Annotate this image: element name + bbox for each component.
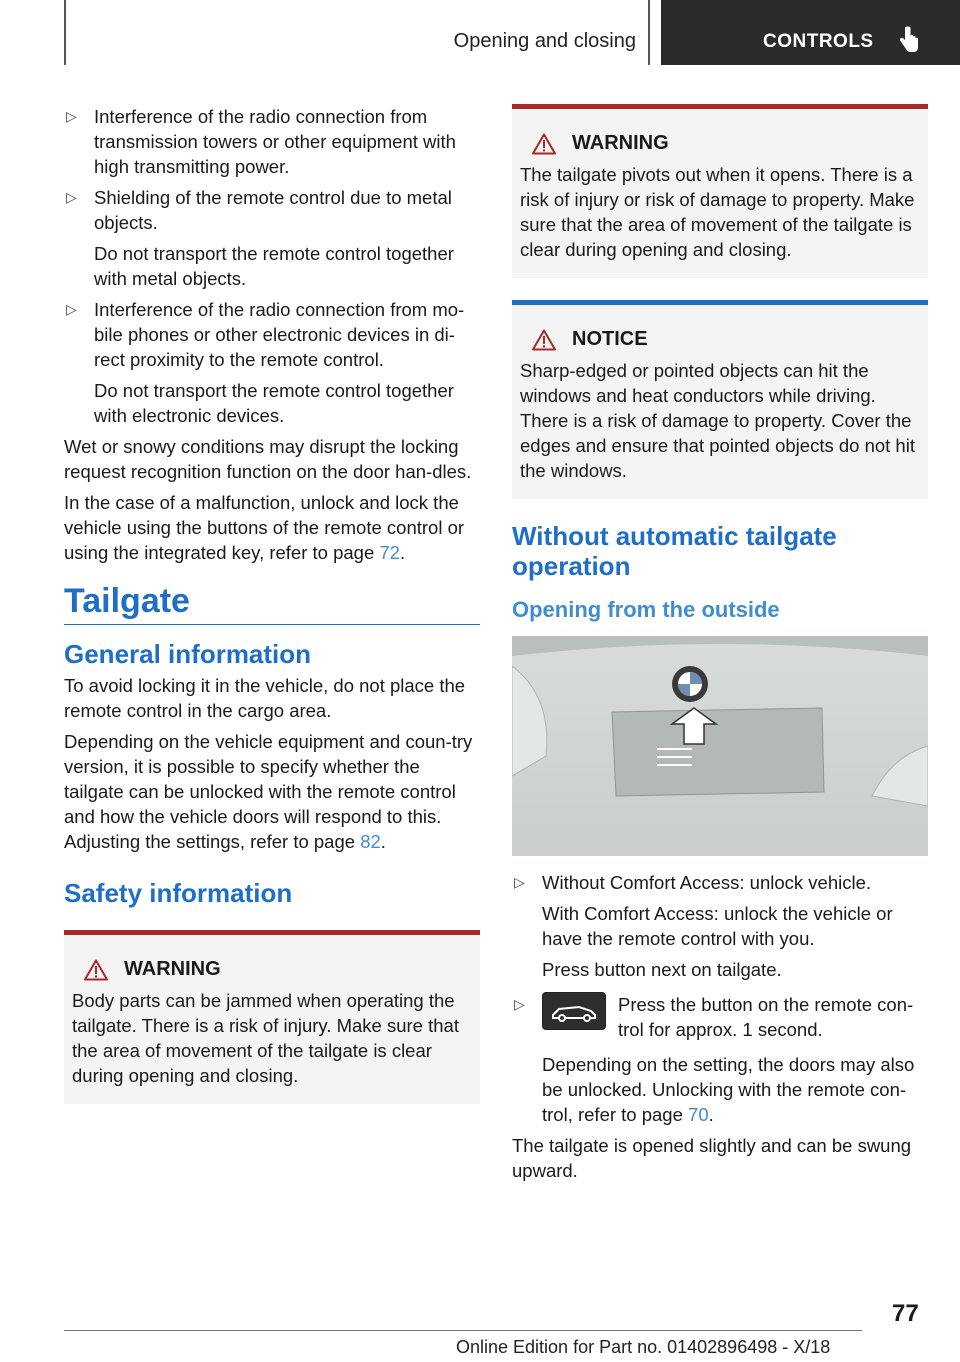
warning-box-title xyxy=(72,957,472,982)
warning-triangle-icon xyxy=(84,959,108,981)
heading-without-automatic: Without automatic tailgate operation xyxy=(512,521,837,581)
bullet-text: Press the button on the remote con-trol for approx. 1 second. xyxy=(618,994,914,1040)
bullet-triangle-icon: ▷ xyxy=(514,874,525,890)
notice-text: Sharp-edged or pointed objects can hit the windows and heat conductors while driving. There is a risk of damage to property. Cover the edges and ensure that pointed objects do not hit the windows. xyxy=(520,360,915,481)
header-section-title: Opening and closing xyxy=(453,30,636,52)
notice-triangle-icon xyxy=(532,329,556,351)
bullet-text: Without Comfort Access: unlock vehicle. xyxy=(542,872,872,893)
header-chapter-title: CONTROLS xyxy=(763,31,874,52)
warning-text: The tailgate pivots out when it opens. There is a risk of injury or risk of damage to property. Make sure that the area of movement of the tailgate is clear during opening and closing. xyxy=(520,164,915,260)
warning-box xyxy=(512,104,928,278)
warning-text: Body parts can be jammed when operating the tailgate. There is a risk of injury. Make sure that the area of movement of the tailgate is clear during opening and closing. xyxy=(72,990,459,1086)
bullet-text: Do not transport the remote control together with metal objects. xyxy=(94,243,454,289)
right-column xyxy=(512,104,928,1189)
bullet-triangle-icon: ▷ xyxy=(514,996,525,1012)
list-item xyxy=(64,297,480,428)
paragraph-text: Depending on the setting, the doors may also be unlocked. Unlocking with the remote con-trol, refer to page xyxy=(542,1054,915,1125)
list-item xyxy=(512,870,928,982)
bullet-text: Do not transport the remote control together with electronic devices. xyxy=(94,380,454,426)
heading-safety-information: Safety information xyxy=(64,878,293,908)
notice-box-title xyxy=(520,327,920,352)
bullet-text: Press button next on tailgate. xyxy=(542,959,782,980)
warning-triangle-icon xyxy=(532,133,556,155)
warning-box xyxy=(64,930,480,1104)
button-instruction-row xyxy=(542,992,928,1048)
page-link[interactable]: 70 xyxy=(688,1104,709,1125)
notice-box xyxy=(512,300,928,499)
paragraph-wet-conditions: Wet or snowy conditions may disrupt the locking request recognition function on the door han-dles. xyxy=(64,436,472,482)
paragraph-general-1: To avoid locking it in the vehicle, do not place the remote control in the cargo area. xyxy=(64,675,466,721)
footer-edition: Online Edition for Part no. 01402896498 - X/18 xyxy=(456,1337,831,1357)
header-chapter-tab xyxy=(661,0,960,65)
bullet-triangle-icon: ▷ xyxy=(66,301,77,317)
tailgate-button-icon xyxy=(542,992,606,1030)
warning-label: WARNING xyxy=(124,958,221,980)
bullet-text: Interference of the radio connection from mo-bile phones or other electronic devices in di-rect proximity to the remote control. xyxy=(94,299,465,370)
list-item xyxy=(64,185,480,291)
bullet-triangle-icon: ▷ xyxy=(66,189,77,205)
hand-pointer-icon xyxy=(897,26,919,54)
paragraph-text: Depending on the vehicle equipment and coun-try version, it is possible to specify whether the tailgate can be unlocked with the remote control and how the vehicle doors will respond to this. Adjusting the settings, refer to page xyxy=(64,731,473,852)
section-heading-tailgate: Tailgate xyxy=(64,589,480,625)
bullet-text: With Comfort Access: unlock the vehicle or have the remote control with you. xyxy=(542,903,893,949)
heading-opening-outside: Opening from the outside xyxy=(512,597,780,622)
paragraph-malfunction: In the case of a malfunction, unlock and lock the vehicle using the buttons of the remote control or using the integrated key, refer to page 72. xyxy=(64,492,465,563)
page-link[interactable]: 72 xyxy=(379,542,400,563)
footer-divider xyxy=(64,1330,862,1331)
header-section-tab xyxy=(64,0,650,65)
car-tailgate-icon xyxy=(549,999,599,1023)
list-item xyxy=(64,104,480,179)
heading-general-information: General information xyxy=(64,639,312,669)
notice-label: NOTICE xyxy=(572,328,648,350)
list-item xyxy=(512,992,928,1127)
tailgate-illustration xyxy=(512,636,928,856)
page-number: 77 xyxy=(892,1300,919,1327)
bullet-triangle-icon: ▷ xyxy=(66,108,77,124)
paragraph-text: In the case of a malfunction, unlock and lock the vehicle using the buttons of the remote control or using the integrated key, refer to page xyxy=(64,492,465,563)
page-link[interactable]: 82 xyxy=(360,831,381,852)
left-column xyxy=(64,104,480,1126)
bullet-text: Interference of the radio connection from transmission towers or other equipment with high transmitting power. xyxy=(94,106,456,177)
paragraph-general-2: Depending on the vehicle equipment and coun-try version, it is possible to specify whether the tailgate can be unlocked with the remote control and how the vehicle doors will respond to this. Adjusting the settings, refer to page 82. xyxy=(64,731,473,852)
bullet-text: Depending on the setting, the doors may also be unlocked. Unlocking with the remote con-trol, refer to page 70. xyxy=(542,1054,915,1125)
bullet-text: Shielding of the remote control due to metal objects. xyxy=(94,187,452,233)
warning-box-title xyxy=(520,131,920,156)
paragraph-final: The tailgate is opened slightly and can be swung upward. xyxy=(512,1135,912,1181)
warning-label: WARNING xyxy=(572,132,669,154)
